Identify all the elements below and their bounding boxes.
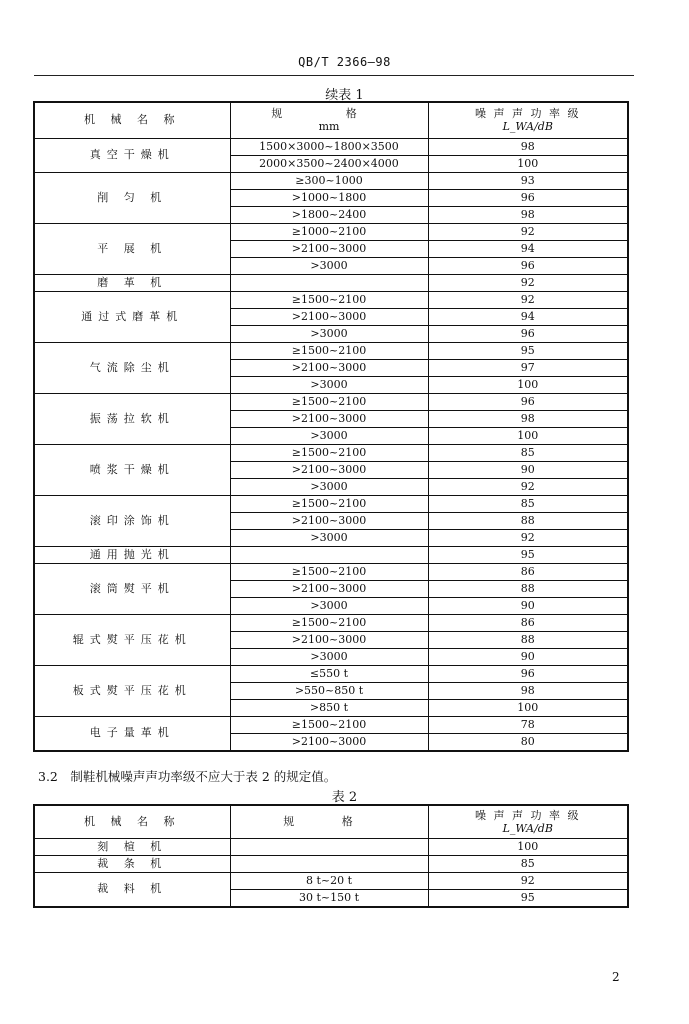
noise-level-cell: 98: [428, 410, 628, 427]
machine-name-cell: 平 展 机: [34, 223, 230, 274]
spec-cell: >2100~3000: [230, 580, 428, 597]
spec-cell: 2000×3500~2400×4000: [230, 155, 428, 172]
header-rule: [34, 75, 634, 76]
machine-name-cell: 喷浆干燥机: [34, 444, 230, 495]
machine-name-cell: 滚印涂饰机: [34, 495, 230, 546]
machine-name-cell: 辊式熨平压花机: [34, 614, 230, 665]
spec-cell: >850 t: [230, 699, 428, 716]
header-machine-name: 机 械 名 称: [34, 805, 230, 838]
machine-name-cell: 电子量革机: [34, 716, 230, 751]
noise-level-cell: 100: [428, 376, 628, 393]
header-noise: [428, 102, 628, 138]
noise-level-cell: 96: [428, 665, 628, 682]
noise-level-cell: 80: [428, 733, 628, 751]
noise-level-cell: 90: [428, 461, 628, 478]
table-2: [33, 804, 629, 908]
noise-level-cell: 92: [428, 872, 628, 889]
table-row: [34, 274, 628, 291]
table-row: [34, 665, 628, 682]
spec-cell: >3000: [230, 529, 428, 546]
spec-cell: ≥300~1000: [230, 172, 428, 189]
table-row: [34, 614, 628, 631]
table-row: [34, 223, 628, 240]
spec-cell: >2100~3000: [230, 512, 428, 529]
noise-level-cell: 96: [428, 393, 628, 410]
noise-level-cell: 100: [428, 838, 628, 855]
noise-level-cell: 86: [428, 563, 628, 580]
machine-name-cell: 振荡拉软机: [34, 393, 230, 444]
noise-level-cell: 96: [428, 257, 628, 274]
header-spec-unit: mm: [318, 120, 340, 134]
spec-cell: ≥1500~2100: [230, 291, 428, 308]
noise-level-cell: 92: [428, 274, 628, 291]
noise-level-cell: 95: [428, 546, 628, 563]
noise-level-cell: 94: [428, 308, 628, 325]
machine-name-cell: 滚筒熨平机: [34, 563, 230, 614]
machine-name-cell: 气流除尘机: [34, 342, 230, 393]
noise-level-cell: 93: [428, 172, 628, 189]
machine-name-cell: 裁 料 机: [34, 872, 230, 907]
spec-cell: >3000: [230, 257, 428, 274]
spec-cell: ≥1500~2100: [230, 444, 428, 461]
spec-cell: ≥1000~2100: [230, 223, 428, 240]
header-noise-unit: L_WA/dB: [502, 120, 553, 134]
table-1: [33, 101, 629, 752]
noise-level-cell: 97: [428, 359, 628, 376]
table2-caption: 表 2: [331, 790, 358, 805]
noise-level-cell: 98: [428, 138, 628, 155]
table-row: [34, 444, 628, 461]
table2-header-row: [34, 805, 628, 838]
spec-cell: [230, 546, 428, 563]
header-noise-label: 噪 声 声 功 率 级: [475, 808, 581, 822]
noise-level-cell: 100: [428, 155, 628, 172]
spec-cell: >3000: [230, 325, 428, 342]
table-row: [34, 393, 628, 410]
table-row: [34, 342, 628, 359]
spec-cell: >3000: [230, 597, 428, 614]
header-machine-name: 机 械 名 称: [34, 102, 230, 138]
spec-cell: >2100~3000: [230, 240, 428, 257]
header-noise-unit: L_WA/dB: [502, 821, 553, 835]
spec-cell: ≥1500~2100: [230, 495, 428, 512]
spec-cell: >2100~3000: [230, 631, 428, 648]
noise-level-cell: 88: [428, 512, 628, 529]
noise-level-cell: 92: [428, 478, 628, 495]
machine-name-cell: 削 匀 机: [34, 172, 230, 223]
spec-cell: ≥1500~2100: [230, 393, 428, 410]
spec-cell: >2100~3000: [230, 359, 428, 376]
noise-level-cell: 92: [428, 529, 628, 546]
header-spec: 规 格: [230, 805, 428, 838]
table-row: [34, 563, 628, 580]
noise-level-cell: 90: [428, 648, 628, 665]
spec-cell: >3000: [230, 478, 428, 495]
spec-cell: 30 t~150 t: [230, 889, 428, 907]
spec-cell: >2100~3000: [230, 461, 428, 478]
machine-name-cell: 真空干燥机: [34, 138, 230, 172]
table-row: [34, 716, 628, 733]
spec-cell: ≥1500~2100: [230, 716, 428, 733]
noise-level-cell: 90: [428, 597, 628, 614]
table-row: [34, 872, 628, 889]
page-number: 2: [612, 970, 620, 984]
spec-cell: >2100~3000: [230, 410, 428, 427]
header-noise-label: 噪 声 声 功 率 级: [475, 107, 581, 121]
noise-level-cell: 92: [428, 291, 628, 308]
noise-level-cell: 98: [428, 682, 628, 699]
table-row: [34, 172, 628, 189]
machine-name-cell: 板式熨平压花机: [34, 665, 230, 716]
spec-cell: >550~850 t: [230, 682, 428, 699]
noise-level-cell: 88: [428, 631, 628, 648]
noise-level-cell: 92: [428, 223, 628, 240]
table-row: [34, 855, 628, 872]
header-spec: [230, 102, 428, 138]
table-row: [34, 546, 628, 563]
table-row: [34, 291, 628, 308]
table-row: [34, 138, 628, 155]
noise-level-cell: 85: [428, 855, 628, 872]
spec-cell: ≤550 t: [230, 665, 428, 682]
noise-level-cell: 96: [428, 325, 628, 342]
spec-cell: >1000~1800: [230, 189, 428, 206]
noise-level-cell: 96: [428, 189, 628, 206]
noise-level-cell: 94: [428, 240, 628, 257]
spec-cell: >2100~3000: [230, 733, 428, 751]
spec-cell: 1500×3000~1800×3500: [230, 138, 428, 155]
machine-name-cell: 裁 条 机: [34, 855, 230, 872]
clause-3-2: 3.2 制鞋机械噪声声功率级不应大于表 2 的规定值。: [38, 769, 337, 784]
table1-header-row: [34, 102, 628, 138]
table1-caption: 续表 1: [325, 88, 364, 103]
header-noise: [428, 805, 628, 838]
noise-level-cell: 88: [428, 580, 628, 597]
machine-name-cell: 通用抛光机: [34, 546, 230, 563]
table-row: [34, 838, 628, 855]
spec-cell: ≥1500~2100: [230, 342, 428, 359]
spec-cell: >1800~2400: [230, 206, 428, 223]
noise-level-cell: 86: [428, 614, 628, 631]
noise-level-cell: 100: [428, 699, 628, 716]
standard-code: QB/T 2366—98: [298, 55, 391, 69]
spec-cell: ≥1500~2100: [230, 614, 428, 631]
machine-name-cell: 磨 革 机: [34, 274, 230, 291]
spec-cell: >3000: [230, 648, 428, 665]
spec-cell: 8 t~20 t: [230, 872, 428, 889]
noise-level-cell: 95: [428, 342, 628, 359]
noise-level-cell: 98: [428, 206, 628, 223]
spec-cell: >3000: [230, 376, 428, 393]
noise-level-cell: 85: [428, 495, 628, 512]
machine-name-cell: 刻 楦 机: [34, 838, 230, 855]
noise-level-cell: 100: [428, 427, 628, 444]
noise-level-cell: 78: [428, 716, 628, 733]
spec-cell: [230, 838, 428, 855]
spec-cell: ≥1500~2100: [230, 563, 428, 580]
machine-name-cell: 通过式磨革机: [34, 291, 230, 342]
header-spec-label: 规 格: [271, 107, 387, 121]
noise-level-cell: 95: [428, 889, 628, 907]
table-row: [34, 495, 628, 512]
spec-cell: >2100~3000: [230, 308, 428, 325]
noise-level-cell: 85: [428, 444, 628, 461]
spec-cell: >3000: [230, 427, 428, 444]
spec-cell: [230, 855, 428, 872]
spec-cell: [230, 274, 428, 291]
